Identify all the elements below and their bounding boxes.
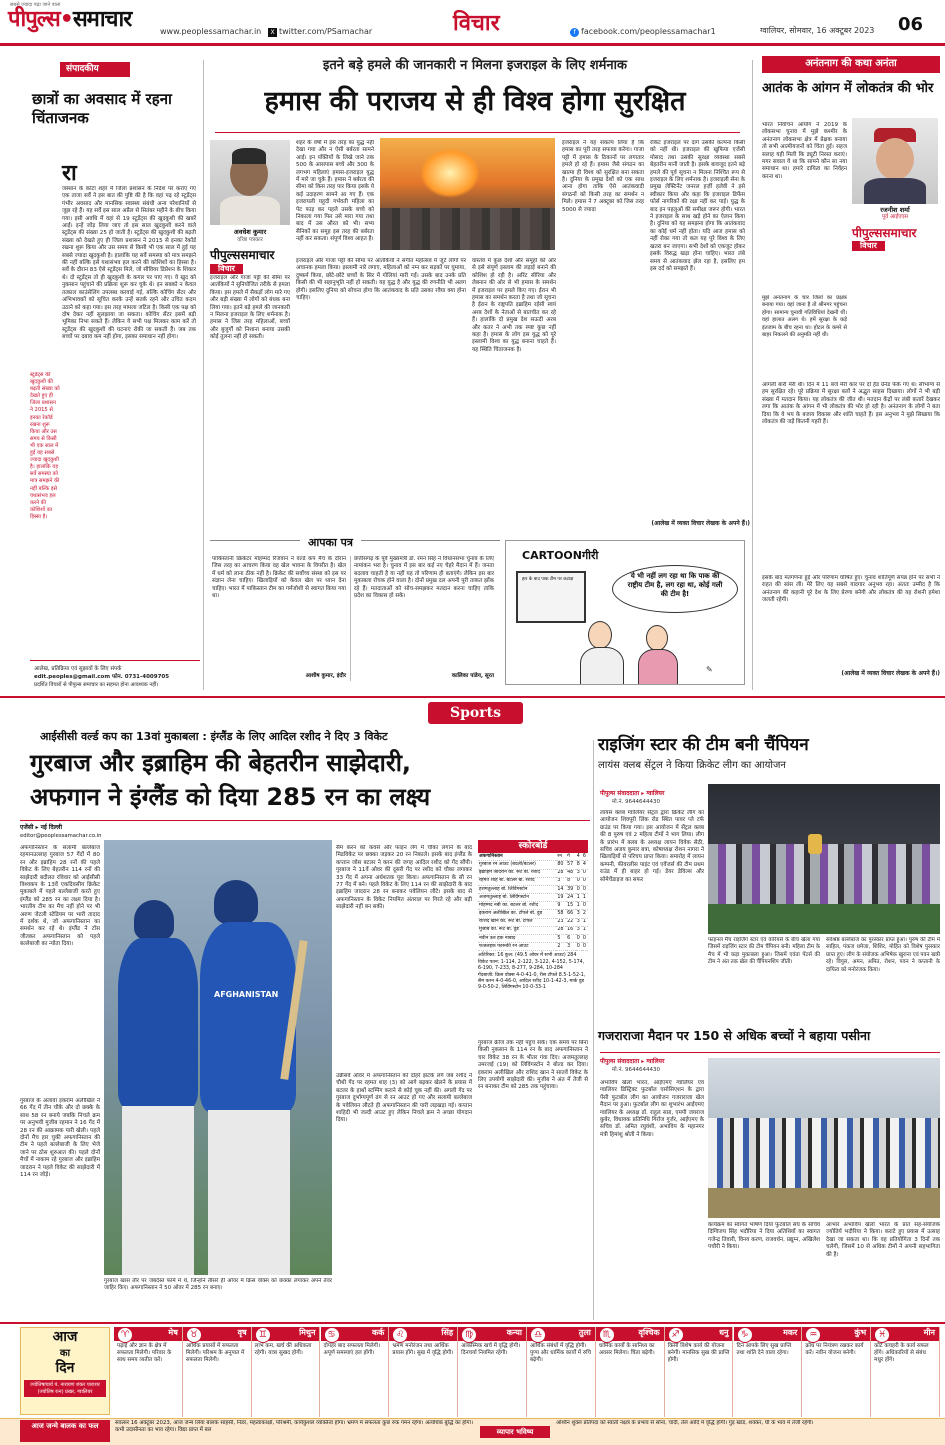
vyapar-text: अश्विन शुक्ल प्रतिपदा को स्वाती नक्षत्र के प्रभाव से सोना, चांदी, तेल आदि में वृद्धि होगी। गुड़ खांड, शक्कर, घी के भाव में तेजी रहेगी। <box>556 1420 814 1426</box>
score-cell: 58 <box>556 910 566 918</box>
gajaraja-body-3: आभार अभाविप खेलो भारत के प्रांत सह-संयोजक ज्योतिर्य भदौरिया ने किया। कराटे हुए प्रयास में उत्साह देखा जा सकता था। कि वह प्रतियोगिता 3 दिनों तक चलेगी, जिसमें 10 से अधिक टीमों ने अपनी सहभागिता की है। <box>826 1222 940 1258</box>
score-batter: हशमतुल्लाह बो. लिविंगस्टोन <box>478 885 556 893</box>
team-members <box>708 844 940 904</box>
article-signoff: (आलेख में व्यक्त विचार लेखक के अपने हैं।) <box>651 520 750 527</box>
score-col-balls: गें <box>566 853 576 861</box>
section-title: विचार <box>453 11 500 36</box>
score-row <box>478 869 588 877</box>
sign-name: वृश्चिक <box>596 1327 664 1341</box>
score-cell: 4 <box>582 861 588 869</box>
sign-name: मिथुन <box>252 1327 320 1341</box>
score-cell: 1 <box>582 926 588 934</box>
horoscope-sign <box>871 1327 940 1417</box>
twitter-text: twitter.com/PSamachar <box>279 27 373 36</box>
facebook-icon: f <box>570 28 579 37</box>
score-cell: 0 <box>582 869 588 877</box>
sports-headline-1: गुरबाज और इब्राहिम की बेहतरीन साझेदारी, <box>30 749 412 777</box>
score-cell: 24 <box>566 894 576 902</box>
letter-1: पाकिस्तानी क्रिकेटर मोहम्मद रिजवान ने वर्ल्ड कप मैच के दौरान जिस तरह का आचरण किया वह खेल भावना के विपरीत है। खेल में धर्म को लाना ठीक नहीं है। क्रिकेट की सर्वोच्च संस्था को इस पर संज्ञान लेना चाहिए। खिलाड़ियों को केवल खेल पर ध्यान देना चाहिए। भारत में पाकिस्तान टीम का गर्मजोशी से स्वागत किया गया था। <box>212 556 346 600</box>
cricket-caption: गुरबाज खास तौर पर जबर्दस्त फॉर्म में थे, जिन्होंने तीसरे ही ओवर में क्रिस वोक्स को छक्का लगाकर अपने तेवर जाहिर किए। अफगानिस्तान ने 50 ओवर में 285 रन बनाए। <box>104 1278 332 1292</box>
score-cell: 1 <box>582 894 588 902</box>
anantnag-tag: अनंतनाग की कथा अनंता <box>762 56 940 73</box>
sports-body-4: उन्नीसवें ओवर में अफगानिस्तान को दोहरे झटके लगे जब रशीद ने चौथी गेंद पर रहमत शाह (3) को आगे बढ़कर खेलने के प्रयास में बटलर के हाथों स्टम्पिंग कराने से कोई चूक नहीं की। अगली गेंद पर गुरबाज दुर्भाग्यपूर्ण ढंग से रन आउट हो गए और सलामी बल्लेबाज के पवेलियन लौटते ही अफगानिस्तान की पारी लड़खड़ा गई। कप्तान शाहिदी भी जल्दी आउट हुए लेकिन निचले क्रम ने अच्छा योगदान दिया। <box>336 1073 472 1124</box>
score-cell: 66 <box>566 910 576 918</box>
score-batter: रहमत शाह स्टं. बटलर बो. रशीद <box>478 877 556 885</box>
score-cell: 28 <box>556 869 566 877</box>
score-batter: गुरबाज रन आउट (बदली/बटलर) <box>478 861 556 869</box>
score-cell: 48 <box>566 869 576 877</box>
anantnag-author-photo <box>852 118 938 204</box>
cartoon-tv <box>516 571 586 623</box>
buildings <box>380 208 555 250</box>
zodiac-icon: ♎ <box>530 1327 546 1343</box>
score-cell: 0 <box>582 943 588 951</box>
horoscope-sign <box>114 1327 183 1417</box>
sports-body-2: गुरबाज के अलावा इकराम अलीखिल ने 66 गेंद में तीन चौके और दो छक्के के साथ 58 रन बनाये जबकि निचले क्रम पर अनुभवी मुजीब रहमान ने 16 गेंद में 28 रन की आक्रामक पारी खेली। पहले दोनों मैच हार चुकी अफगानिस्तान की टीम ने पहले बल्लेबाजी के लिए भेजे जाने पर ठोस शुरुआत की। पहले दोनों मैचों में नाकाम रहे गुरबाज और इब्राहिम जादरान ने पहले विकेट की साझेदारी में 114 रन जोड़े। <box>20 1098 100 1179</box>
score-cell: 6 <box>566 934 576 942</box>
brand-logo <box>210 248 290 263</box>
player2-helmet <box>214 880 258 924</box>
letter-2: छत्तीसगढ़ के पूर्व मुख्यमंत्री डॉ. रमन सिंह ने विधानसभा चुनाव के लिए नामांकन भरा है। चुनाव में इस बार कई नए चेहरे मैदान में हैं। जनता बदलाव चाहती है या नहीं यह तो परिणाम ही बताएंगे। लेकिन इस बार मुकाबला रोचक होने वाला है। दोनों प्रमुख दल अपनी पूरी ताकत झोंक रहे हैं। मतदाताओं को सोच-समझकर मतदान करना चाहिए ताकि प्रदेश का विकास हो सके। <box>354 556 494 600</box>
gajaraja-headline: गजराराजा मैदान पर 150 से अधिक बच्चों ने बहाया पसीना <box>598 1028 871 1043</box>
score-row <box>478 894 588 902</box>
team-ground <box>708 904 940 934</box>
article-col-6: रॉकेट इजराइल पर दागे उसकी कल्पना किसी को नहीं थी। इजराइल की खुफिया एजेंसी मोसाद तथा उसकी सुरक्षा व्यवस्था सबसे बेहतरीन मानी जाती है। इसके बावजूद इतने बड़े हमले की पूर्व सूचना न मिलना निश्चित रूप से इजराइल के लिए शर्मनाक है। इजराइली सेना के प्रमुख लेफ्टिनेंट जनरल हर्ज़ी हलेवी ने इसे स्वीकार किया और कहा कि इजराइल डिफेंस फोर्स नागरिकों की रक्षा नहीं कर पाई। युद्ध के बाद इन पहलुओं की समीक्षा जरूर होगी। भारत ने इजराइल के साथ खड़े होने का ऐलान किया है। दुनिया को यह समझना होगा कि आतंकवाद का कोई धर्म नहीं होता। यदि आज हमास को नहीं रोका गया तो कल यह पूरे विश्व के लिए खतरा बन जाएगा। सभी देशों को एकजुट होकर इसके विरुद्ध खड़ा होना चाहिए। भारत लंबे समय से आतंकवाद झेल रहा है, इसलिए हम इस दर्द को समझते हैं। <box>650 140 745 272</box>
sign-name: कन्या <box>458 1327 526 1341</box>
zodiac-icon: ♏ <box>599 1327 615 1343</box>
cartoon-woman-body <box>638 649 678 685</box>
anantnag-brand-section: विचार <box>852 241 885 251</box>
horoscope-sign <box>527 1327 596 1417</box>
score-cell: 9 <box>556 902 566 910</box>
anantnag-brand-logo-b: समाचार <box>882 226 917 240</box>
anantnag-tag-box <box>762 56 940 73</box>
author-role: वरिष्ठ पत्रकार <box>237 237 263 243</box>
gajaraja-body-2: कार्यक्रम का स्वागत भाषण दिया फुटबॉल संघ के सचिव दिग्विजय सिंह भदौरिया ने दिया अतिथियों का स्वागत गजेन्द्र तिवारी, विनय करण, राजवर्धन, प्रद्युम्न, अखिलेश पचौरी ने किया। <box>708 1222 820 1251</box>
score-cell: 15 <box>566 902 576 910</box>
score-batter: अजमतुल्लाह बो. लिविंगस्टोन <box>478 894 556 902</box>
score-cell: 0 <box>576 885 582 893</box>
score-cell: 3 <box>576 910 582 918</box>
author-shirt <box>220 196 280 225</box>
main-kicker: इतने बड़े हमले की जानकारी न मिलना इजराइल के लिए शर्मनाक <box>323 58 627 73</box>
score-col-runs: रन <box>556 853 566 861</box>
zodiac-icon: ♈ <box>117 1327 133 1343</box>
score-bowling: गेंदबाजी: क्रिस वोक्स 4-0-41-0, रीस टॉपले 8.5-1-52-1, सैम करन 4-0-46-0, आदिल रशीद 10-1-42-3, मार्क वुड 9-0-50-2, लिविंगस्टोन 10-0-33-1 <box>478 972 586 991</box>
scoreboard-table <box>478 853 588 951</box>
facebook-text: facebook.com/peoplessamachar1 <box>581 27 716 36</box>
sign-text: दोपहर बाद सफलता मिलेगी। अपूर्ण समस्याएं हल होंगी। <box>323 1343 381 1356</box>
anantnag-author-name: रजनीश शर्मा <box>880 206 910 214</box>
score-cell: 2 <box>582 910 588 918</box>
score-row <box>478 877 588 885</box>
score-cell: 0 <box>576 943 582 951</box>
logo <box>8 6 131 34</box>
letter-2-sign: कालिका पांडेय, सूरत <box>451 673 494 679</box>
sign-text: लाभ कम, खर्च की अधिकता रहेगी। यात्रा सुखद होगी। <box>254 1343 312 1356</box>
score-cell: 0 <box>582 885 588 893</box>
sign-name: धनु <box>665 1327 733 1341</box>
article-col-4: वास्तव में कुछ देशों और समूहों को ओर से इसे संपूर्ण इस्लाम की लड़ाई बनाने की कोशिश हो रही है। अरिंट सीरिया और लेबनान की ओर से भी हमास के समर्थन में इजराइल पर हमले किए गए। ईरान भी हमास का समर्थन करता है तथा जो सूचना है ईरान के राष्ट्रपति इब्राहिम रईसी स्वयं अरब देशों के नेताओं से बातचीत कर रहे हैं। हालांकि दो प्रमुख देश सऊदी अरब और कतर ने अभी तक स्पष्ट कुछ नहीं कहा है। हमास के लोग इस युद्ध को पूरे इस्लामी विश्व का युद्ध बनाना चाहते हैं। यह स्थिति चिंताजनक है। <box>472 258 556 353</box>
score-cell: 2 <box>556 943 566 951</box>
editorial-dropcap: रा <box>62 161 77 186</box>
horoscope-sign <box>802 1327 871 1417</box>
gajaraja-rule <box>600 1052 940 1053</box>
player2-jersey <box>200 922 296 1112</box>
score-cell: 39 <box>566 885 576 893</box>
score-extras: अतिरिक्त: 16 कुल: (49.5 ओवर में सभी आउट) 284 <box>478 953 577 959</box>
sign-text: आर्थिक संबंधों में वृद्धि होगी। पुण्य और धार्मिक कार्यों में रुचि बढ़ेगी। <box>530 1343 592 1363</box>
trophy-icon <box>808 834 822 854</box>
twitter-icon: X <box>268 28 277 37</box>
astrologer: ज्योतिषाचार्य पं. नारायण शंकर पाराशर (ज्योतिष रत्न) प्रखर, ग्वालियर <box>24 1380 106 1397</box>
rising-body: लायंस क्लब ग्वालियर सेंट्रल द्वारा क्रिकेट लीग का आयोजन शिवपुरी लिंक रोड स्थित पावर प्ले टर्फ ग्राउंड पर किया गया। इस आयोजन में सेंट्रल क्लब की 8 पुरुष एवं 2 महिला टीमों ने भाग लिया। लीग के प्रारंभ में क्लब के अध्यक्ष लायन विवेक सेठी, सचिव अजय कुमार बत्रा, कोषाध्यक्ष रोशन नागरा ने खिलाड़ियों से परिचय प्राप्त किया। समारोह में लायन कम्पनी, फीवरलीस पाइंट एवं एवेंजर्स की टीम प्रथम राउंड में ही बाहर हो गई। डेयर डेविल्स और सोमेचेंडाइज का सफर <box>600 810 704 883</box>
score-row <box>478 943 588 951</box>
score-team: अफगानिस्तान <box>478 853 556 861</box>
zodiac-icon: ♌ <box>392 1327 408 1343</box>
tagline: सबसे ज्यादा पढ़ा जाने वाला <box>10 2 61 8</box>
cartoon-woman-head <box>646 625 668 651</box>
score-col-fours: 4 <box>576 853 582 861</box>
din-text: दिन <box>55 1360 75 1376</box>
score-cell: 0 <box>582 934 588 942</box>
ka-text: का <box>59 1348 71 1359</box>
score-row <box>478 934 588 942</box>
cartoon-signature: ✎ <box>706 665 713 674</box>
anantnag-signoff: (आलेख में व्यक्त विचार लेखक के अपने हैं।) <box>841 670 940 677</box>
score-cell: 3 <box>576 926 582 934</box>
score-cell: 3 <box>576 869 582 877</box>
sign-name: कुंभ <box>802 1327 870 1341</box>
sign-name: वृष <box>183 1327 251 1341</box>
cartoon-speech-bubble: ये भी नहीं लग रहा था कि पाक की राष्ट्रीय टीम है, लग रहा था, कोई गली की टीम है! <box>612 565 738 613</box>
score-cell: 28 <box>556 926 566 934</box>
zodiac-icon: ♊ <box>255 1327 271 1343</box>
score-cell: 23 <box>556 918 566 926</box>
anantnag-brand-logo <box>852 226 938 241</box>
rising-headline: राइजिंग स्टार की टीम बनी चैंपियन <box>598 735 809 755</box>
sign-name: सिंह <box>389 1327 457 1341</box>
anantnag-body-2: मुझे अनंतनाग के चार जिलों का प्रेक्षक बनाया गया। वहां जाना है तो श्रीनगर पहुंचना होगा। सामान्य चुनावी गतिविधियां देखनी थीं। वहां हालात अलग थे। हमें सुरक्षा के कड़े इंतजाम के बीच रहना था। होटल के कमरे से बाहर निकलने की अनुमति नहीं थी। <box>762 295 847 339</box>
score-cell: 0 <box>582 902 588 910</box>
masthead <box>0 0 945 46</box>
gajaraja-photo <box>708 1058 940 1218</box>
sports-body-5: गुरबाज क्रीज तक नहीं पहुंच सके। एक समय पर बिना किसी नुकसान के 114 रन के बाद अफगानिस्तान ने चार विकेट 38 रन के भीतर गंवा दिए। अजमतुल्लाह उमरजई (19) को लिविंगस्टोन ने बोल्ड कर दिया। इकराम अलीखिल और राशिद खान ने सातवें विकेट के लिए उपयोगी साझेदारी की। मुजीब ने अंत में तेजी से रन बनाकर टीम को 285 तक पहुंचाया। <box>478 1040 588 1091</box>
horoscope-sign <box>389 1327 458 1417</box>
score-col-sixes: 6 <box>582 853 588 861</box>
rising-subhead: लायंस क्लब सेंट्रल ने किया क्रिकेट लीग का आयोजन <box>598 760 786 771</box>
zodiac-icon: ♋ <box>324 1327 340 1343</box>
logo-part-b: समाचार <box>72 7 132 32</box>
right-column-rule <box>752 60 753 690</box>
anantnag-author-role: पूर्व आईएएस <box>881 214 909 220</box>
zodiac-icon: ♑ <box>737 1327 753 1343</box>
score-cell: 1 <box>576 894 582 902</box>
rising-caption-right: सर्वश्रेष्ठ बल्लेबाज का पुरस्कार प्राप्त हुआ। पुरुष की टीम में साहिल, पंकज धमेजा, शिशिर, मोहित को विशेष पुरस्कार प्राप्त हुए। लीग के संयोजक अभिषेक खुराना एवं पवन खत्री रहे। विपुल, अमन, अमित, रोशन, पवन ने कप्तानी के दायित्व को मनोरंजक किया। <box>826 937 940 973</box>
gaza-explosion-photo <box>380 138 555 250</box>
sign-text: क्रोध पर नियंत्रण रखकर कार्य करें। नवीन योजना बनेगी। <box>805 1343 864 1356</box>
gajaraja-byline: पीपुल्स संवाददाता ▸ ग्वालियर <box>600 1058 665 1065</box>
letters-title: आपका पत्र <box>300 536 361 550</box>
score-batter: मोहम्मद नबी का. बटलर बो. रशीद <box>478 902 556 910</box>
brand-logo-a: पीपुल्स <box>210 248 241 262</box>
zodiac-icon: ♍ <box>461 1327 477 1343</box>
horoscope-sign <box>596 1327 665 1417</box>
sign-text: दिन आपके लिए सुख प्राप्ति तथा शांति देने वाला रहेगा। <box>736 1343 792 1356</box>
facebook-link[interactable] <box>570 27 716 37</box>
score-cell: 1 <box>582 918 588 926</box>
brand-box <box>210 248 290 274</box>
player1-jersey <box>118 938 198 1108</box>
score-fow: विकेट पतन: 1-114, 2-122, 3-122, 4-152, 5-174, 6-190, 7-233, 8-277, 9-284, 10-284 <box>478 959 585 972</box>
sports-column-rule <box>593 740 594 1320</box>
score-cell: 0 <box>582 877 588 885</box>
logo-part-a: पीपुल्स <box>8 7 60 32</box>
sign-name: मेष <box>114 1327 182 1341</box>
letter-1-sign: आशीष कुमार, इंदौर <box>305 673 346 679</box>
score-cell: 22 <box>566 918 576 926</box>
editorial-pullquote: स्टूडेंट्स की खुदकुशी की बढ़ती संख्या को देखते हुए ही जिला प्रशासन ने 2015 से इनका रेकॉर्ड रखना शुरू किया और उस समय से किसी भी एक साल में हुई यह सबसे ज्यादा खुदकुशी है। हालांकि यह सर्वे समस्या को मात्र समझने की नहीं बल्कि इसे यथासंभव हल करने की कोशिशों का हिस्सा है। <box>30 372 60 520</box>
horoscope-sign <box>665 1327 734 1417</box>
zodiac-icon: ♓ <box>874 1327 890 1343</box>
cricket-photo <box>104 840 332 1275</box>
sports-agency: एजेंसी ▸ नई दिल्ली <box>20 824 63 831</box>
editorial-body: जस्थान के कोटा शहर में जिला प्रशासन के निर्देश पर कराए गए एक ताजा सर्वे ने इस बात की पुष्टि की है कि वहां पढ़ रहे स्टूडेंट्स गंभीर अवसाद और मानसिक स्वास्थ्य संबंधी अन्य परेशानियों से जूझ रहे हैं। यह सर्वे इस साल अप्रैल से सितंबर महीने के बीच किया गया। इसी अवधि में वहां से 19 स्टूडेंट्स की खुदकुशी की खबरें आईं। इन्हें जोड़ लिया जाए तो इस साल खुदकुशी करने वाले स्टूडेंट्स की संख्या 25 हो जाती है। स्टूडेंट्स की खुदकुशी की बढ़ती संख्या को देखते हुए ही जिला प्रशासन ने 2015 से इनका रेकॉर्ड रखना शुरू किया और उस समय से किसी भी एक साल में हुई यह सबसे ज्यादा खुदकुशी है। हालांकि यह सर्वे समस्या को मात्र समझने की नहीं बल्कि इसे यथासंभव हल करने की कोशिशों का हिस्सा है। सर्वे के दौरान 83 ऐसे स्टूडेंट्स मिले, जो सीवियर डिप्रेशन के शिकार थे। दो स्टूडेंट्स तो ही खुदकुशी के कगार पर पाए गए। ये खुद को नुकसान पहुंचाने की प्रक्रिया शुरू कर चुके थे। इन सबको न केवल तत्काल काउंसेलिंग उपलब्ध करवाई गई, बल्कि कोचिंग सेंटर और अभिभावकों को सूचित करके उन्हें सतर्क रहने और उचित कदम उठाने को कहा गया। इस तरह मामला जटिल है। किसी एक पक्ष को दोष देकर नहीं सुलझाया जा सकता। कोचिंग सेंटर इसमें बड़ी भूमिका निभा सकते हैं। लेकिन ये सभी पक्ष मिलकर काम करें तो स्टूडेंट्स की खुदकुशी की घटनाएं रोकी जा सकती हैं। जब तक बच्चों पर दबाव कम नहीं होगा, इसका समाधान नहीं होगा। <box>62 186 196 341</box>
score-row <box>478 918 588 926</box>
aaj-ka-din-title <box>21 1330 109 1376</box>
cartoon-man-head <box>588 621 612 649</box>
jersey-text: AFGHANISTAN <box>214 990 279 999</box>
score-batter: राशिद खान का. रूट बो. टॉपले <box>478 918 556 926</box>
score-row <box>478 885 588 893</box>
rising-team-photo <box>708 784 940 934</box>
sign-text: भ्रमण मनोरंजन तथा आर्थिक प्रयास होंगे। सुख में वृद्धि होगी। <box>392 1343 454 1356</box>
logo-dot: • <box>59 7 73 32</box>
aaj-text: आज <box>52 1329 78 1345</box>
article-col-5: इजराइल ने यह संकल्प लिया है कि हमास का पूरी तरह सफाया करेगा। गाजा पट्टी में हमास के ठिकानों पर लगातार हमले हो रहे हैं। हमास जैसे संगठन का खात्मा ही विश्व को सुरक्षित बना सकता है। दुनिया के प्रमुख देशों को एक साथ आना होगा ताकि ऐसे आतंकवादी संगठनों को किसी तरह का समर्थन न मिले। हमास ने 7 अक्टूबर को जिस तरह 5000 से ज्यादा <box>562 140 644 213</box>
sports-headline-rule <box>20 820 590 821</box>
scoreboard-title: स्कोरबोर्ड <box>478 840 588 853</box>
score-cell: 3 <box>576 918 582 926</box>
gajaraja-ground <box>708 1188 940 1218</box>
sign-name: कर्क <box>321 1327 389 1341</box>
sign-name: तुला <box>527 1327 595 1341</box>
score-cell: 3 <box>566 943 576 951</box>
sports-divider <box>0 696 945 698</box>
cartoon-tv-text: हार के बाद पाक टीम पर कटाक्ष <box>522 577 574 582</box>
sports-body-1: अफगानिस्तान के सलामी बल्लेबाज रहमानउल्लाह गुरबाज 57 गेंदों में 80 रन और इब्राहिम 28 रनों की पहले विकेट के लिए बेहतरीन 114 रनों की साझेदारी बदौलत रविवार को आईसीसी विश्वकप के 13वें एकदिवसीय क्रिकेट मुकाबले में पहले बल्लेबाजी करते हुए इंग्लैंड को 285 रन का लक्ष्य दिया है। भारतीय टीम का मैच नहीं होने पर भी अरुण जेटली स्टेडियम पर भारी तादाद में दर्शक थे, जो अफगानिस्तान का समर्थन कर रहे थे। इंग्लैंड ने टॉस जीतकर अफगानिस्तान को पहले बल्लेबाजी का न्योता दिया। <box>20 845 100 948</box>
score-cell: 5 <box>556 934 566 942</box>
letters-rule <box>350 556 351 681</box>
rising-byline: पीपुल्स संवाददाता ▸ ग्वालियर <box>600 790 665 797</box>
page-number: 06 <box>898 14 924 35</box>
horoscope-sign <box>252 1327 321 1417</box>
score-batter: फजलहक फारूकी रन आउट <box>478 943 556 951</box>
player2-pads <box>208 1110 290 1275</box>
fireball <box>420 148 480 198</box>
aaj-ka-din-box <box>20 1327 110 1415</box>
article-col-2: शहर के वर्षों में इस तरह का युद्ध नहीं देखा गया और न ऐसी बर्बरता सामने आई। इन पंक्तियों के लिखे जाने तक 500 के आसपास बच्चे और 300 के लगभग महिलाएं हमास-इजराइल युद्ध में मारे जा चुके हैं। हमास ने बर्बरता की सीमा को किस तरह पार किया इसके ये कई उदाहरण सामने आ गए हैं। एक इजरायली यहूदी गर्भवती महिला का पेट फाड़ कर पहले उसके बच्चे को निकाला गया फिर उसे मारा गया तथा बाद में उस औरत को भी। सभ्य सैनिकों का समूह इस तरह की बर्बरता नहीं कर सकता। संपूर्ण विश्व आहत है। <box>296 140 374 243</box>
horoscope-sign <box>734 1327 803 1417</box>
column-rule <box>203 60 204 690</box>
score-cell: 57 <box>566 861 576 869</box>
sports-label: Sports <box>428 702 523 724</box>
sign-name: मकर <box>734 1327 802 1341</box>
editorial-headline: छात्रों का अवसाद में रहना चिंताजनक <box>32 90 172 127</box>
sign-text: धार्मिक कार्यों के सानिध्य का अवसर मिलेगा। चिंता बढ़ेगी। <box>598 1343 655 1356</box>
sign-name: मीन <box>871 1327 939 1341</box>
zodiac-icon: ♉ <box>186 1327 202 1343</box>
anantnag-brand <box>852 226 938 251</box>
horoscope-sign <box>183 1327 252 1417</box>
anantnag-author-coat <box>864 178 926 204</box>
editorial-tag: संपादकीय <box>60 62 130 77</box>
vyapar-label: व्यापार भविष्य <box>480 1426 550 1438</box>
horoscope-sign <box>458 1327 527 1417</box>
author-hair <box>232 148 266 164</box>
sign-text: आर्थिक प्रयासों में सफलता मिलेगी। परिश्रम के अनुपात में सफलता मिलेगी। <box>185 1343 245 1363</box>
sign-text: कोर्ट कचहरी के कार्य सफल होंगे। अधिकारियों से संबंध मधुर होंगे। <box>874 1343 929 1363</box>
sign-text: पढ़ाई और ज्ञान के क्षेत्र में सफलता मिलेगी। परिवार के साथ समय व्यतीत करें। <box>117 1343 172 1363</box>
gajaraja-body: अभाविप खेलो भारत, आईएमए ग्वालियर एवं ग्वालियर डिस्ट्रिक्ट फुटबॉल एसोसिएशन के द्वारा पेंसी फुटबॉल लीग का आयोजन गजराराजा खेल मैदान पर हुआ। फुटबॉल लीग का शुभारंभ आईएमए ग्वालियर के अध्यक्ष डॉ. राहुल सप्रा, एमपी जयराज कुबेर, विधायक प्रतिनिधि गिर्राज गुर्जर, आईएमए के सचिव डॉ. अमित रघुवंशी, अभाविप के महानगर मंत्री हिमांशु श्रोती ने किया। <box>600 1080 704 1138</box>
score-row <box>478 861 588 869</box>
rising-phone: मो.नं. 9644644430 <box>612 799 661 805</box>
score-cell: 14 <box>556 885 566 893</box>
anantnag-body-4: इसके बाद मतगणना हुई और परिणाम घोषित हुए। चुनाव शांतिपूर्ण संपन्न होने पर सभी ने राहत की सांस ली। मेरे लिए यह सबसे यादगार अनुभव रहा। अंततः उम्मीद है कि अनंतनाग की कहानी पूरे देश के लिए प्रेरणा बनेगी और लोकतंत्र की यह रोशनी हमेशा जलती रहेगी। <box>762 575 940 604</box>
author-photo <box>210 140 290 225</box>
rising-caption-left: फाइनल मैच राइजिंग स्टार एवं वारियर्स के बीच खेला गया जिसमें राइजिंग स्टार की टीम चैंपियन बनी। महिला टीम के मैच में भी कड़ा मुकाबला हुआ। जिसमें एवंता पेंटर्स की टीम ने अंत तक खेल की चैंपियनशिप जीती। <box>708 937 820 966</box>
score-batter: नवीन उल हक नाबाद <box>478 934 556 942</box>
gajaraja-crowd <box>708 1118 940 1188</box>
gajaraja-phone: मो.नं. 9644644430 <box>612 1067 661 1073</box>
horoscope-sign <box>321 1327 390 1417</box>
anantnag-brand-logo-a: पीपुल्स <box>852 226 883 240</box>
score-cell: 1 <box>576 902 582 910</box>
editorial-disclaimer: प्रदर्शित विचारों से पीपुल्स समाचार का सहमत होना आवश्यक नहीं। <box>34 682 159 688</box>
editorial-tag-box <box>60 62 130 77</box>
score-cell: 3 <box>556 877 566 885</box>
score-batter: मुजीब का. रूट बो. वुड <box>478 926 556 934</box>
score-cell: 16 <box>566 926 576 934</box>
bday-text: संवत्सर 16 अक्टूबर 2023, आज जन्म लिया बालक साहसी, निडर, महत्वाकांक्षी, परिश्रमी, कार्यकुशल व्यक्तित्व होगा। भ्रमण में सफलता कुछ रुक गमन रहेगा। अत्यधिक बुद्धि का होगा। कभी उदासीनता का भाव रहेगा। विद्या प्राप्त में बल <box>115 1420 474 1433</box>
score-row <box>478 910 588 918</box>
brand-section: विचार <box>210 264 243 274</box>
headline-rule <box>215 132 740 133</box>
article-col-1: इजराइल और गाजा पट्टी की सीमा पर आतंकियों ने सुनियोजित तरीके से हमला किया। इस हमले में सैकड़ों लोग मारे गए और बड़ी संख्या में लोगों को बंधक बना लिया गया। इतने बड़े हमले की जानकारी न मिलना इजराइल के लिए शर्मनाक है। हमास ने जिस तरह महिलाओं, बच्चों और बुजुर्गों को निशाना बनाया उसकी कोई तुलना नहीं हो सकती। <box>210 275 290 341</box>
score-cell: 0 <box>576 934 582 942</box>
twitter-link[interactable] <box>268 27 372 37</box>
sports-email[interactable]: editor@peoplessamachar.co.in <box>20 833 102 839</box>
author-name: अवधेश कुमार <box>233 228 267 236</box>
score-cell: 8 <box>576 861 582 869</box>
sign-text: आकस्मिक खर्च में वृद्धि होगी। दिनचर्या नियमित रहेगी। <box>461 1343 521 1356</box>
score-cell: 80 <box>556 861 566 869</box>
zodiac-icon: ♒ <box>805 1327 821 1343</box>
player1-pads <box>122 1106 194 1275</box>
editorial-footer-email[interactable]: edit.peoples@gmail.com फोन. 0731-4009705 <box>34 674 170 680</box>
score-cell: 19 <box>556 894 566 902</box>
brand-logo-b: समाचार <box>240 248 275 262</box>
sign-text: किसी विशेष कार्य की योजना बनेगी। मानसिक सुख की प्राप्ति होगी। <box>667 1343 730 1363</box>
main-headline: हमास की पराजय से ही विश्व होगा सुरक्षित <box>264 86 686 117</box>
editorial-divider <box>30 660 200 661</box>
score-cell: 0 <box>576 877 582 885</box>
anantnag-author-face <box>876 138 914 180</box>
sports-body-3: सैम करन को कवर्स और फाइन लेग में चौका लगाने के बाद मिडविकेट पर छक्का जड़कर 20 रन निकाले। इसके बाद इंग्लैंड के कप्तान जोस बटलर ने करन की जगह आदिल रशीद को गेंद सौंपी। गुरबाज ने 11वें ओवर की दूसरी गेंद पर रशीद को चौका लगाकर 33 गेंद में अपना अर्धशतक पूरा किया। अफगानिस्तान के सौ रन 77 गेंद में बने। पहले विकेट के लिए 114 रन की साझेदारी के बाद इब्राहिम जादरान 28 रन बनाकर पवेलियन लौटे। इसके बाद से अफगानिस्तान के विकेट नियमित अंतराल पर गिरते रहे और बड़ी साझेदारी नहीं बन सकी। <box>336 845 472 911</box>
sports-headline-2: अफगान ने इंग्लैंड को दिया 285 रन का लक्ष्य <box>30 783 431 811</box>
cartoon-panel <box>505 540 745 685</box>
cartoon-man-body <box>580 647 624 685</box>
website-link[interactable]: www.peoplessamachar.in <box>160 27 262 36</box>
player1-helmet <box>134 900 174 940</box>
sports-kicker: आईसीसी वर्ल्ड कप का 13वां मुकाबला : इंग्लैंड के लिए आदिल रशीद ने दिए 3 विकेट <box>40 730 388 743</box>
anantnag-headline: आतंक के आंगन में लोकतंत्र की भोर <box>762 81 934 96</box>
scoreboard <box>478 840 588 1035</box>
cartoon-title: CARTOONगीरी <box>522 549 599 562</box>
score-batter: इब्राहिम जादरान का. रूट बो. रशीद <box>478 869 556 877</box>
score-row <box>478 926 588 934</box>
score-cell: 8 <box>566 877 576 885</box>
anantnag-body-1: भारत निर्वाचन आयोग ने 2019 के लोकसभा चुनाव में मुझे कश्मीर के अनंतनाग लोकसभा क्षेत्र में प्रेक्षक बनाया तो सभी आत्मीयजनों को चिंता हुई। सहज सलाह यही मिली कि ड्यूटी निरस्त कराएं। मगर सवाल ये था कि सामने कौन सा नया समाधान था। हमारे दायित्व का निर्वहन करना था। <box>762 122 847 180</box>
zodiac-icon: ♐ <box>668 1327 684 1343</box>
horoscope-divider <box>0 1322 945 1324</box>
article-col-3: इजराइल और गाजा पट्टी की सीमा पर आतंकियों ने संगीत महोत्सव में जुटे लोगों पर अचानक हमला किया। इस्लामी नारे लगाए, महिलाओं को नग्न कर सड़कों पर घुमाया, दुष्कर्म किया, छोटे-छोटे बच्चों के सिर में गोलियां मारी गईं। उसके बाद उनके प्रति किसी की भी सहानुभूति नहीं हो सकती। यह युद्ध है और युद्ध की रणनीति भी अलग होगी। इसलिए दुनिया को सोचना होगा कि आतंकवाद के प्रति उसका रवैया क्या होना चाहिए। <box>296 258 466 302</box>
scoreboard-header <box>478 853 588 861</box>
dateline: ग्वालियर, सोमवार, 16 अक्टूबर 2023 <box>760 26 875 35</box>
score-row <box>478 902 588 910</box>
editorial-footer-contact: आलेख, प्रतिक्रिया एवं सुझावों के लिए संपर्क <box>34 666 122 672</box>
score-batter: इकराम अलीखिल का. टॉपले बो. वुड <box>478 910 556 918</box>
bday-label: आज जन्मे बालक का फल <box>20 1420 110 1442</box>
anantnag-body-3: आगली बारी मेरी थी। दिन में 11 बजे मेरी कार पर दो हैंड ग्रेनेड फेंके गए थे। सौभाग्य से हम सुरक्षित रहे। पूरे प्रक्रिया में सुरक्षा बलों ने अद्भुत साहस दिखाया। लोगों ने भी बड़ी संख्या में मतदान किया। यह लोकतंत्र की जीत थी। मतदान केंद्रों पर लंबी कतारें देखकर लगा कि आतंक के आंगन में भी लोकतंत्र की भोर हो रही है। अनंतनाग के लोगों ने बता दिया कि वे भय के बजाय विकास और शांति चाहते हैं। इस अनुभव ने मुझे सिखाया कि लोकतंत्र की जड़ें कितनी गहरी हैं। <box>762 382 940 426</box>
